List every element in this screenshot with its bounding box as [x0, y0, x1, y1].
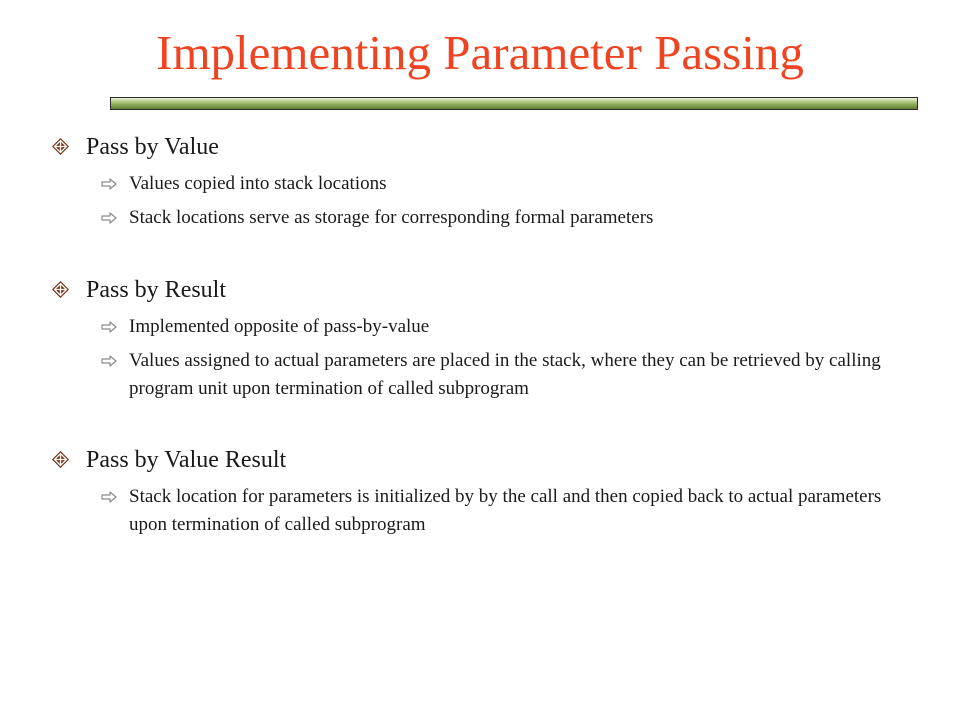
arrow-bullet-icon	[101, 313, 129, 342]
sub-item	[101, 170, 928, 199]
bullet-heading: Pass by Result	[86, 277, 227, 303]
slide-title: Implementing Parameter Passing	[156, 25, 804, 80]
sub-item-text: Stack location for parameters is initialized by by the call and then copied back to actual parameters upon termination of called subprogram	[129, 486, 882, 535]
sub-list	[48, 313, 928, 403]
section-pass-by-result	[48, 273, 928, 403]
bullet-heading: Pass by Value Result	[86, 447, 287, 473]
bullet-item	[48, 273, 928, 308]
title-underline-bar	[110, 97, 918, 110]
bullet-heading: Pass by Value	[86, 134, 219, 160]
diamond-bullet-icon	[48, 273, 86, 308]
diamond-bullet-icon	[48, 130, 86, 165]
arrow-bullet-icon	[101, 204, 129, 233]
arrow-bullet-icon	[101, 170, 129, 199]
sub-item	[101, 483, 928, 539]
sub-item	[101, 347, 928, 403]
bullet-item	[48, 130, 928, 165]
sub-list	[48, 170, 928, 233]
sub-item-text: Values assigned to actual parameters are placed in the stack, where they can be retrieved by calling program unit upon termination of called subprogram	[129, 350, 881, 399]
sub-item	[101, 204, 928, 233]
sub-item	[101, 313, 928, 342]
diamond-bullet-icon	[48, 443, 86, 478]
section-pass-by-value-result	[48, 443, 928, 539]
sub-item-text: Stack locations serve as storage for corresponding formal parameters	[129, 207, 654, 228]
sub-item-text: Implemented opposite of pass-by-value	[129, 316, 430, 337]
arrow-bullet-icon	[101, 347, 129, 376]
section-pass-by-value	[48, 130, 928, 233]
sub-item-text: Values copied into stack locations	[129, 173, 387, 194]
sub-list	[48, 483, 928, 539]
slide-content	[48, 130, 928, 544]
arrow-bullet-icon	[101, 483, 129, 512]
bullet-item	[48, 443, 928, 478]
